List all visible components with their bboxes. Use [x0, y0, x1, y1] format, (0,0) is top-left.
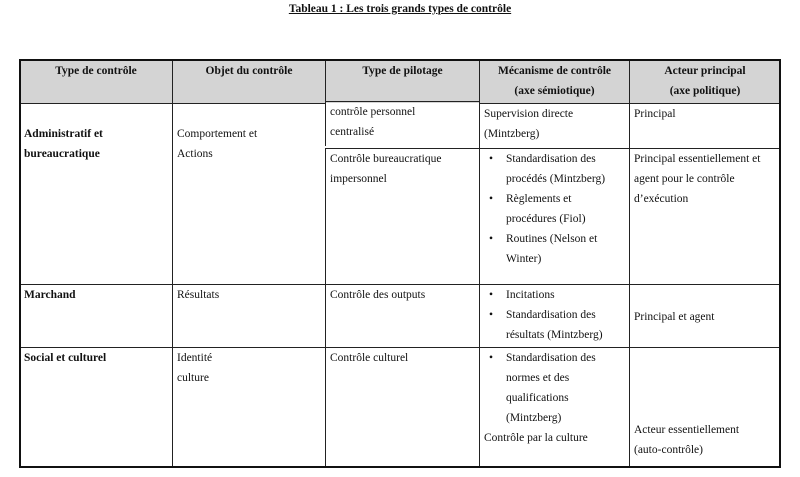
cell-text: contrôle personnel [330, 106, 416, 118]
cell-text: Principal [634, 108, 676, 120]
cell-text: Principal essentiellement et [634, 153, 761, 165]
cell-pilotage-social [325, 347, 479, 468]
header-subtext: (axe sémiotique) [514, 85, 595, 97]
bullet-item [506, 305, 625, 345]
bullet-item [506, 149, 625, 189]
bullet-item [506, 348, 625, 428]
cell-text: Acteur essentiellement [634, 424, 740, 436]
cell-text: Comportement et [177, 128, 258, 140]
cell-text: (Mintzberg) [484, 128, 540, 140]
cell-text: Marchand [24, 289, 76, 301]
bullet-list [484, 348, 625, 428]
cell-text: Contrôle bureaucratique [330, 153, 442, 165]
cell-objet-administratif [172, 103, 325, 284]
cell-text: procédés (Mintzberg) [506, 173, 606, 185]
cell-text: Actions [177, 148, 213, 160]
cell-text: • Routines (Nelson et [506, 233, 598, 245]
header-text: Objet du contrôle [205, 65, 293, 77]
cell-objet-marchand [172, 284, 325, 347]
cell-text: • Règlements et [506, 193, 572, 205]
cell-pilotage-marchand [325, 284, 479, 347]
header-mecanisme [479, 59, 629, 103]
bullet-item [506, 285, 625, 305]
cell-text: • Standardisation des [506, 352, 596, 364]
header-text: Type de pilotage [362, 65, 443, 77]
cell-acteur-marchand [629, 284, 781, 347]
cell-text: impersonnel [330, 173, 387, 185]
cell-text: Résultats [177, 289, 220, 301]
cell-acteur-social [629, 347, 781, 468]
bullet-list [484, 149, 625, 269]
cell-acteur-bureaucratique [629, 148, 781, 284]
cell-text: (auto-contrôle) [634, 444, 703, 456]
cell-text: agent pour le contrôle [634, 173, 735, 185]
header-objet [172, 59, 325, 103]
cell-pilotage-personnel [325, 101, 479, 146]
bullet-item [506, 229, 625, 269]
cell-text: culture [177, 372, 209, 384]
cell-text: Supervision directe [484, 108, 574, 120]
cell-text: bureaucratique [24, 148, 100, 160]
header-type [19, 59, 172, 103]
cell-text: • Incitations [506, 289, 555, 301]
cell-text: • Standardisation des [506, 309, 596, 321]
header-text: Acteur principal [664, 65, 746, 77]
cell-mecanisme-social [479, 347, 629, 468]
cell-text: centralisé [330, 126, 375, 138]
header-acteur [629, 59, 781, 103]
cell-text: Contrôle par la culture [484, 432, 588, 444]
cell-mecanisme-supervision [479, 103, 629, 148]
bullet-item [506, 189, 625, 229]
cell-text: d’exécution [634, 193, 689, 205]
cell-text: qualifications [506, 392, 569, 404]
cell-text: Contrôle des outputs [330, 289, 426, 301]
cell-text: procédures (Fiol) [506, 213, 586, 225]
cell-type-administratif [19, 103, 172, 284]
cell-type-social [19, 347, 172, 468]
cell-mecanisme-marchand [479, 284, 629, 347]
header-pilotage [325, 59, 479, 103]
cell-text: Social et culturel [24, 352, 107, 364]
cell-pilotage-bureaucratique [325, 148, 479, 284]
cell-text: Winter) [506, 253, 542, 265]
cell-text: (Mintzberg) [506, 412, 562, 424]
cell-type-marchand [19, 284, 172, 347]
bullet-list [484, 285, 625, 345]
header-subtext: (axe politique) [669, 85, 741, 97]
cell-mecanisme-bureaucratique [479, 148, 629, 284]
cell-text: Identité [177, 352, 213, 364]
cell-text: normes et des [506, 372, 570, 384]
cell-text: • Standardisation des [506, 153, 596, 165]
table-title: Tableau 1 : Les trois grands types de contrôle [288, 3, 512, 15]
cell-text: résultats (Mintzberg) [506, 329, 603, 341]
cell-text: Contrôle culturel [330, 352, 409, 364]
cell-text: Principal et agent [634, 311, 715, 323]
header-text: Type de contrôle [55, 65, 137, 77]
cell-text: Administratif et [24, 128, 103, 140]
cell-objet-social [172, 347, 325, 468]
cell-acteur-principal [629, 103, 781, 148]
header-text: Mécanisme de contrôle [497, 65, 612, 77]
